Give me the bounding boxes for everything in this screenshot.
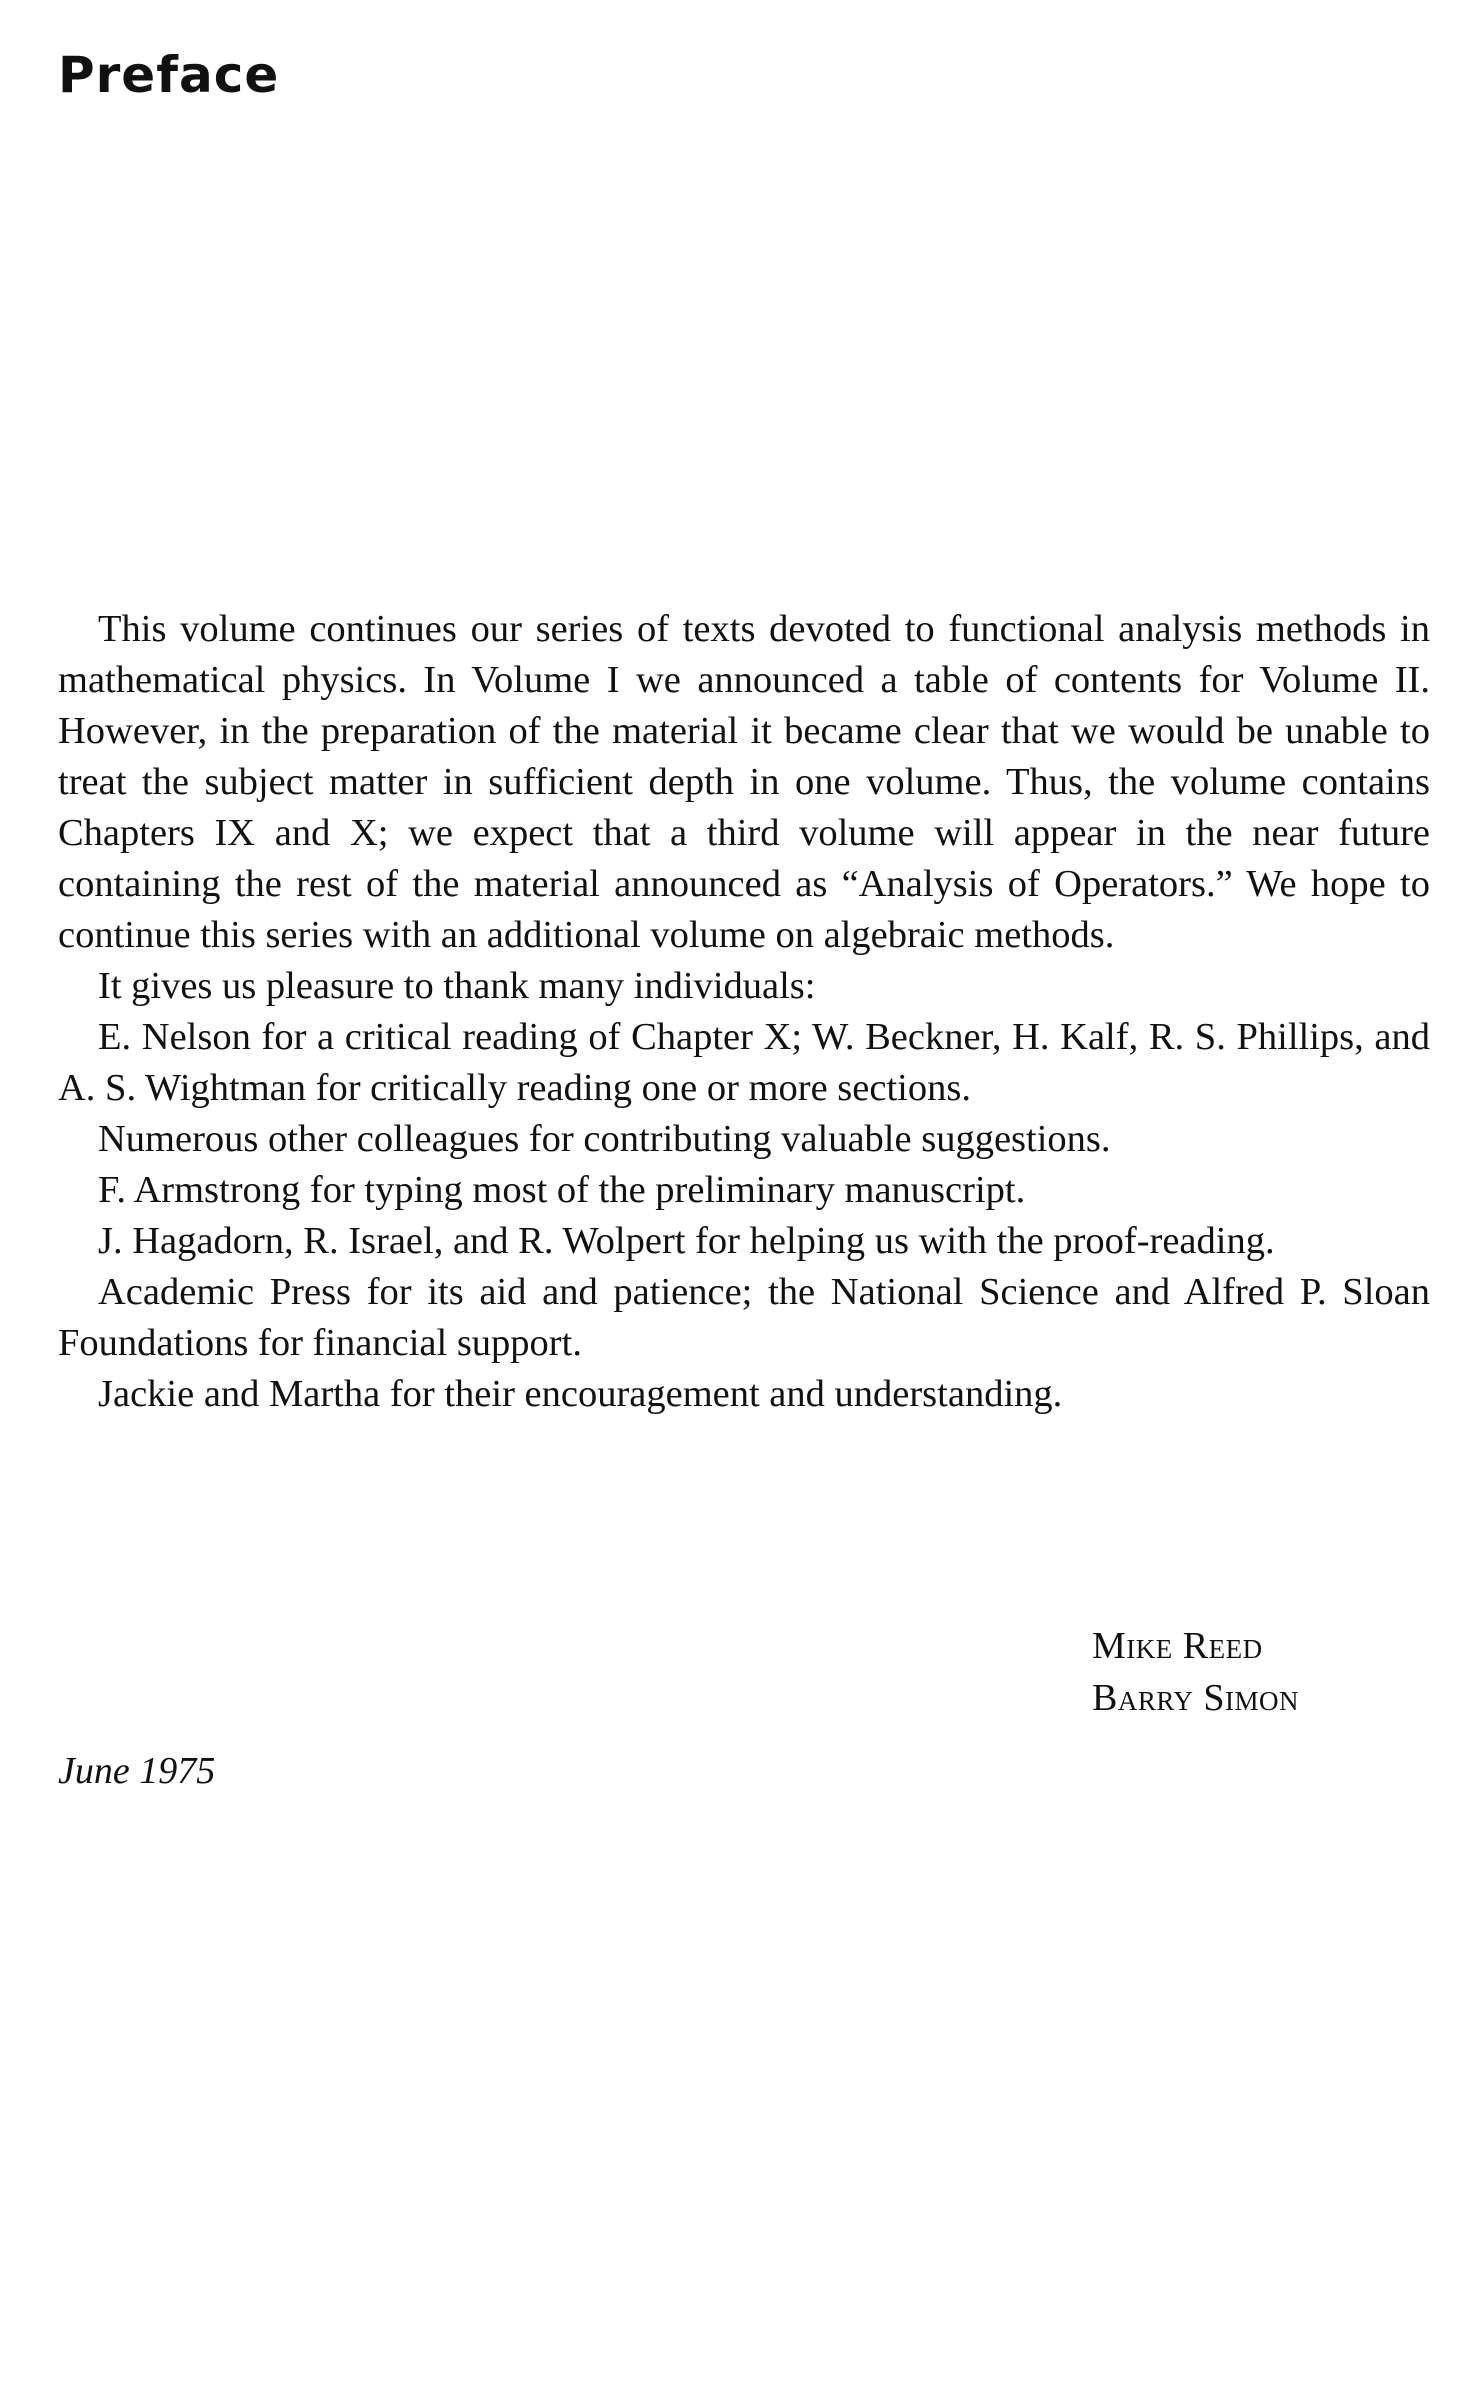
preface-body (58, 604, 1430, 1420)
author-signatures (1092, 1620, 1299, 1724)
paragraph-intro: This volume continues our series of texts devoted to functional analysis methods in mathematical physics. In Volume I we announced a table of contents for Volume II. However, in the preparation of the material it became clear that we would be unable to treat the subject matter in sufficient depth in one volume. Thus, the volume contains Chapters IX and X; we expect that a third volume will appear in the near future containing the rest of the material announced as “Analysis of Operators.” We hope to continue this series with an additional volume on algebraic methods. (58, 608, 1430, 956)
preface-date: June 1975 (58, 1750, 216, 1792)
paragraph-acknowledgment: J. Hagadorn, R. Israel, and R. Wolpert for helping us with the proof-reading. (98, 1220, 1275, 1262)
paragraph-acknowledgment: E. Nelson for a critical reading of Chapter X; W. Beckner, H. Kalf, R. S. Phillips, and A. S. Wightman for critically reading one or more sections. (58, 1016, 1430, 1109)
page-title: Preface (58, 46, 280, 104)
paragraph-acknowledgment: Numerous other colleagues for contributing valuable suggestions. (98, 1118, 1111, 1160)
paragraph-acknowledgment: Jackie and Martha for their encouragement and understanding. (98, 1373, 1063, 1415)
paragraph-acknowledgment: F. Armstrong for typing most of the preliminary manuscript. (98, 1169, 1026, 1211)
author-name: Mike Reed (1092, 1625, 1263, 1667)
author-name: Barry Simon (1092, 1677, 1299, 1719)
paragraph-thanks-intro: It gives us pleasure to thank many individuals: (98, 965, 816, 1007)
paragraph-acknowledgment: Academic Press for its aid and patience; the National Science and Alfred P. Sloan Foundations for financial support. (58, 1271, 1430, 1364)
